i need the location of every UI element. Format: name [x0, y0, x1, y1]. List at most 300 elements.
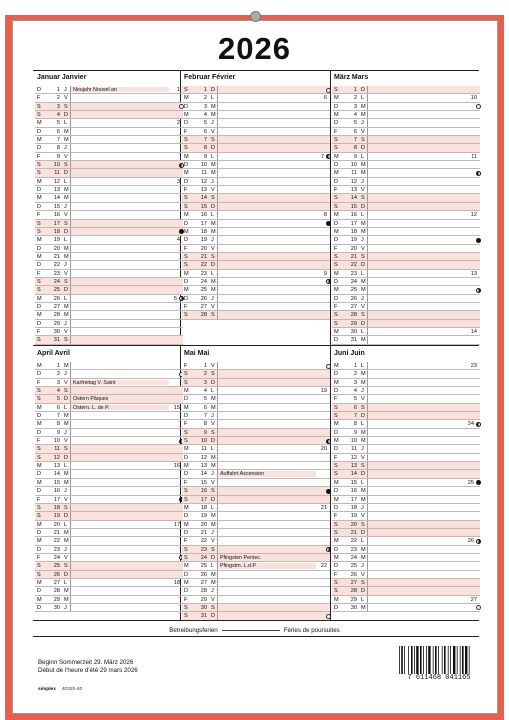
- weekday-fr: S: [211, 546, 215, 553]
- day-row: [182, 462, 330, 470]
- row-separator: [367, 404, 368, 411]
- day-row: [332, 336, 480, 344]
- weekday-de: D: [334, 103, 339, 110]
- first-quarter-moon-icon: [476, 288, 481, 293]
- day-row: [182, 562, 330, 570]
- weekday-fr: M: [361, 379, 366, 386]
- month-title: Mai Mai: [184, 350, 210, 357]
- weekday-de: D: [334, 429, 339, 436]
- row-separator: [217, 153, 218, 160]
- weekday-fr: J: [64, 604, 67, 611]
- day-number: 8: [203, 145, 207, 152]
- weekday-fr: S: [361, 463, 365, 470]
- weekday-de: D: [334, 488, 339, 495]
- weekday-de: F: [184, 187, 188, 194]
- weekday-de: F: [334, 303, 338, 310]
- row-separator: [367, 278, 368, 285]
- day-number: 22: [200, 538, 207, 545]
- weekday-de: M: [37, 579, 42, 586]
- row-separator: [367, 203, 368, 210]
- row-separator: [367, 437, 368, 444]
- day-number: 11: [54, 446, 60, 453]
- weekday-fr: D: [211, 379, 216, 386]
- weekday-fr: M: [211, 404, 216, 411]
- row-separator: [217, 604, 218, 611]
- weekday-de: M: [184, 287, 189, 294]
- row-separator: [217, 211, 218, 218]
- month-title: März Mars: [334, 74, 369, 81]
- day-row: [332, 303, 480, 311]
- weekday-de: M: [334, 421, 339, 428]
- weekday-de: D: [334, 546, 339, 553]
- day-row: [332, 86, 480, 94]
- day-number: 20: [350, 521, 357, 528]
- weekday-fr: D: [64, 454, 69, 461]
- day-row: [332, 144, 480, 152]
- weekday-fr: D: [361, 203, 366, 210]
- weekday-de: D: [334, 604, 339, 611]
- day-row: [332, 587, 480, 595]
- day-number: 25: [200, 563, 207, 570]
- day-row: [182, 445, 330, 453]
- day-row: [332, 496, 480, 504]
- day-row: [182, 496, 330, 504]
- week-number: 6: [323, 95, 327, 102]
- day-row: [332, 228, 480, 236]
- weekday-de: D: [334, 162, 339, 169]
- weekday-de: S: [184, 145, 188, 152]
- weekday-de: M: [334, 170, 339, 177]
- weekday-de: M: [37, 295, 42, 302]
- day-number: 17: [53, 220, 60, 227]
- row-separator: [217, 144, 218, 151]
- day-row: [332, 119, 480, 127]
- week-number: 16: [173, 463, 180, 470]
- week-number: 3: [176, 178, 180, 185]
- day-row: [182, 161, 330, 169]
- row-separator: [217, 420, 218, 427]
- row-separator: [217, 194, 218, 201]
- day-row: [182, 404, 330, 412]
- day-number: 16: [53, 488, 60, 495]
- day-number: 12: [350, 454, 357, 461]
- day-number: 24: [200, 278, 207, 285]
- day-number: 17: [53, 496, 60, 503]
- day-row: [35, 153, 183, 161]
- day-number: 7: [203, 413, 207, 420]
- weekday-fr: D: [211, 496, 216, 503]
- day-row: [35, 261, 183, 269]
- day-row: [35, 161, 183, 169]
- row-separator: [70, 504, 71, 511]
- brand-logo: simplex: [38, 687, 56, 692]
- day-number: 8: [203, 421, 207, 428]
- weekday-fr: J: [211, 295, 214, 302]
- day-row: [35, 554, 183, 562]
- row-separator: [367, 604, 368, 611]
- day-row: [35, 537, 183, 545]
- row-separator: [70, 579, 71, 586]
- weekday-de: F: [334, 245, 338, 252]
- first-quarter-moon-icon: [476, 539, 481, 544]
- day-number: 21: [200, 529, 207, 536]
- barcode-bar: [416, 646, 418, 674]
- day-row: [332, 94, 480, 102]
- day-row: [182, 286, 330, 294]
- row-separator: [217, 178, 218, 185]
- day-row: [35, 462, 183, 470]
- day-number: 11: [54, 170, 60, 177]
- day-row: [332, 320, 480, 328]
- day-row: [182, 228, 330, 236]
- row-separator: [367, 153, 368, 160]
- weekday-fr: M: [211, 170, 216, 177]
- weekday-de: M: [334, 287, 339, 294]
- row-separator: [367, 562, 368, 569]
- day-number: 5: [353, 396, 357, 403]
- day-number: 14: [53, 195, 60, 202]
- day-number: 16: [350, 488, 357, 495]
- row-separator: [217, 236, 218, 243]
- weekday-fr: M: [64, 187, 69, 194]
- weekday-fr: V: [361, 128, 365, 135]
- day-number: 7: [203, 137, 207, 144]
- row-separator: [70, 119, 71, 126]
- weekday-de: D: [184, 413, 189, 420]
- row-separator: [70, 537, 71, 544]
- weekday-de: M: [184, 579, 189, 586]
- day-row: [332, 546, 480, 554]
- weekday-fr: M: [361, 429, 366, 436]
- weekday-fr: D: [211, 87, 216, 93]
- barcode-bar: [453, 646, 455, 674]
- weekday-fr: D: [361, 145, 366, 152]
- weekday-fr: S: [64, 103, 68, 110]
- weekday-de: M: [37, 463, 42, 470]
- day-row: [35, 496, 183, 504]
- weekday-de: M: [37, 312, 42, 319]
- weekday-fr: M: [64, 245, 69, 252]
- day-list: [182, 362, 330, 621]
- weekday-fr: S: [211, 488, 215, 495]
- day-number: 17: [200, 220, 207, 227]
- day-number: 7: [56, 137, 60, 144]
- weekday-fr: L: [361, 153, 365, 160]
- weekday-de: M: [184, 212, 189, 219]
- weekday-fr: V: [64, 328, 68, 335]
- row-separator: [70, 328, 71, 335]
- day-number: 25: [350, 563, 357, 570]
- row-separator: [217, 504, 218, 511]
- weekday-de: D: [184, 295, 189, 302]
- weekday-de: S: [184, 488, 188, 495]
- day-number: 11: [201, 446, 207, 453]
- weekday-fr: L: [361, 479, 365, 486]
- row-separator: [217, 119, 218, 126]
- day-number: 6: [56, 404, 60, 411]
- row-separator: [70, 103, 71, 110]
- weekday-fr: J: [211, 588, 214, 595]
- day-number: 24: [200, 554, 207, 561]
- row-separator: [217, 261, 218, 268]
- column-divider-2: [330, 70, 331, 620]
- day-row: [182, 245, 330, 253]
- weekday-de: M: [334, 479, 339, 486]
- row-separator: [217, 437, 218, 444]
- week-number: 15: [173, 404, 180, 411]
- day-number: 9: [203, 429, 207, 436]
- day-number: 12: [200, 454, 207, 461]
- weekday-fr: S: [361, 579, 365, 586]
- weekday-fr: V: [211, 128, 215, 135]
- new-moon-icon: [326, 489, 331, 494]
- weekday-de: S: [37, 220, 41, 227]
- weekday-fr: L: [64, 579, 68, 586]
- weekday-de: D: [334, 120, 339, 127]
- day-number: 24: [350, 554, 357, 561]
- weekday-de: D: [334, 178, 339, 185]
- middle-divider: [33, 345, 479, 346]
- row-separator: [367, 295, 368, 302]
- day-number: 22: [53, 538, 60, 545]
- row-separator: [217, 587, 218, 594]
- weekday-fr: L: [361, 328, 365, 335]
- weekday-de: M: [37, 421, 42, 428]
- weekday-de: S: [334, 413, 338, 420]
- row-separator: [367, 186, 368, 193]
- weekday-fr: D: [211, 438, 216, 445]
- day-number: 6: [203, 404, 207, 411]
- day-row: [182, 370, 330, 378]
- weekday-fr: L: [64, 404, 68, 411]
- week-number: 8: [323, 212, 327, 219]
- day-number: 28: [350, 312, 357, 319]
- day-row: [35, 579, 183, 587]
- row-separator: [217, 186, 218, 193]
- day-number: 15: [53, 203, 60, 210]
- weekday-de: D: [37, 187, 42, 194]
- weekday-fr: S: [361, 195, 365, 202]
- row-separator: [70, 220, 71, 227]
- day-row: [332, 270, 480, 278]
- barcode-bar: [435, 646, 437, 674]
- row-separator: [70, 512, 71, 519]
- day-number: 15: [350, 479, 357, 486]
- weekday-de: M: [37, 521, 42, 528]
- weekday-fr: V: [64, 153, 68, 160]
- day-number: 6: [353, 128, 357, 135]
- row-separator: [367, 245, 368, 252]
- weekday-fr: S: [211, 137, 215, 144]
- weekday-de: D: [37, 87, 42, 93]
- row-separator: [70, 311, 71, 318]
- weekday-de: D: [37, 320, 42, 327]
- row-separator: [70, 470, 71, 477]
- row-separator: [70, 178, 71, 185]
- day-number: 3: [353, 103, 357, 110]
- day-row: [35, 128, 183, 136]
- day-row: [35, 245, 183, 253]
- legend-label-de: Betreibungsferien: [169, 627, 218, 634]
- weekday-de: S: [334, 404, 338, 411]
- weekday-de: S: [184, 371, 188, 378]
- day-row: [35, 395, 183, 403]
- day-number: 22: [200, 262, 207, 269]
- weekday-de: D: [37, 145, 42, 152]
- weekday-fr: V: [361, 396, 365, 403]
- day-number: 26: [350, 571, 357, 578]
- weekday-de: S: [37, 396, 41, 403]
- weekday-de: M: [184, 153, 189, 160]
- weekday-de: S: [334, 253, 338, 260]
- day-row: [182, 94, 330, 102]
- day-number: 26: [53, 295, 60, 302]
- weekday-de: M: [334, 379, 339, 386]
- weekday-de: M: [184, 521, 189, 528]
- weekday-fr: S: [64, 446, 68, 453]
- day-number: 20: [200, 521, 207, 528]
- weekday-de: D: [37, 262, 42, 269]
- row-separator: [217, 521, 218, 528]
- weekday-fr: J: [64, 87, 67, 93]
- day-row: [35, 336, 183, 344]
- barcode-bar: [428, 646, 430, 674]
- day-row: [182, 579, 330, 587]
- weekday-de: D: [37, 488, 42, 495]
- row-separator: [367, 429, 368, 436]
- row-separator: [217, 395, 218, 402]
- row-separator: [70, 496, 71, 503]
- weekday-de: S: [334, 529, 338, 536]
- day-number: 28: [53, 588, 60, 595]
- row-separator: [70, 336, 71, 343]
- day-row: [35, 253, 183, 261]
- day-number: 3: [56, 103, 60, 110]
- barcode-bar: [450, 646, 451, 674]
- row-separator: [217, 429, 218, 436]
- weekday-fr: V: [64, 95, 68, 102]
- row-separator: [70, 429, 71, 436]
- weekday-de: F: [184, 538, 188, 545]
- day-number: 9: [353, 153, 357, 160]
- day-number: 20: [350, 245, 357, 252]
- barcode-bar: [399, 646, 400, 674]
- weekday-fr: J: [361, 237, 364, 244]
- day-row: [35, 587, 183, 595]
- weekday-de: M: [184, 388, 189, 395]
- day-row: [332, 370, 480, 378]
- day-number: 24: [350, 278, 357, 285]
- row-separator: [367, 86, 368, 93]
- day-number: 23: [53, 546, 60, 553]
- weekday-de: M: [184, 95, 189, 102]
- day-row: [35, 470, 183, 478]
- bottom-divider: [33, 620, 479, 621]
- row-separator: [70, 529, 71, 536]
- day-row: [35, 512, 183, 520]
- row-separator: [367, 161, 368, 168]
- weekday-de: F: [334, 128, 338, 135]
- weekday-de: F: [37, 496, 41, 503]
- barcode: [398, 646, 480, 686]
- day-number: 11: [351, 446, 357, 453]
- day-number: 4: [56, 388, 60, 395]
- day-number: 14: [200, 471, 207, 478]
- day-list: [182, 86, 330, 320]
- day-number: 23: [200, 270, 207, 277]
- dst-note: [38, 659, 138, 675]
- weekday-de: F: [37, 328, 41, 335]
- week-number: 23: [470, 363, 477, 369]
- weekday-de: S: [184, 379, 188, 386]
- day-number: 31: [200, 613, 207, 620]
- barcode-bar: [426, 646, 427, 674]
- day-row: [35, 429, 183, 437]
- day-row: [332, 203, 480, 211]
- weekday-fr: S: [64, 162, 68, 169]
- weekday-de: F: [334, 571, 338, 578]
- day-number: 23: [350, 270, 357, 277]
- row-separator: [217, 270, 218, 277]
- weekday-de: F: [334, 396, 338, 403]
- weekday-fr: V: [211, 596, 215, 603]
- day-row: [182, 512, 330, 520]
- weekday-fr: M: [211, 521, 216, 528]
- weekday-de: S: [184, 203, 188, 210]
- day-number: 12: [200, 178, 207, 185]
- weekday-fr: M: [64, 588, 69, 595]
- day-number: 21: [350, 529, 357, 536]
- day-row: [35, 404, 183, 412]
- day-number: 4: [353, 112, 357, 119]
- weekday-fr: J: [64, 371, 67, 378]
- day-number: 9: [203, 153, 207, 160]
- weekday-de: M: [37, 195, 42, 202]
- weekday-fr: V: [361, 513, 365, 520]
- weekday-fr: M: [361, 170, 366, 177]
- barcode-bar: [460, 646, 461, 674]
- day-number: 25: [200, 287, 207, 294]
- weekday-fr: V: [64, 496, 68, 503]
- weekday-fr: J: [64, 546, 67, 553]
- weekday-de: F: [37, 95, 41, 102]
- day-number: 20: [53, 245, 60, 252]
- day-number: 18: [200, 228, 207, 235]
- day-number: 19: [200, 513, 207, 520]
- weekday-fr: J: [361, 446, 364, 453]
- weekday-fr: S: [211, 371, 215, 378]
- holiday-label: Ostern. L. de P.: [73, 404, 110, 411]
- day-row: [35, 420, 183, 428]
- weekday-fr: D: [64, 396, 69, 403]
- day-number: 21: [350, 253, 357, 260]
- row-separator: [70, 136, 71, 143]
- row-separator: [70, 462, 71, 469]
- row-separator: [367, 261, 368, 268]
- week-number: 1: [176, 87, 180, 93]
- row-separator: [70, 236, 71, 243]
- weekday-de: M: [334, 363, 339, 369]
- weekday-de: D: [334, 563, 339, 570]
- week-number: 4: [176, 237, 180, 244]
- weekday-de: D: [334, 446, 339, 453]
- week-number: 21: [320, 504, 327, 511]
- day-number: 27: [53, 579, 60, 586]
- day-number: 1: [203, 87, 207, 93]
- weekday-de: D: [37, 203, 42, 210]
- day-row: [332, 362, 480, 370]
- day-row: [35, 604, 183, 612]
